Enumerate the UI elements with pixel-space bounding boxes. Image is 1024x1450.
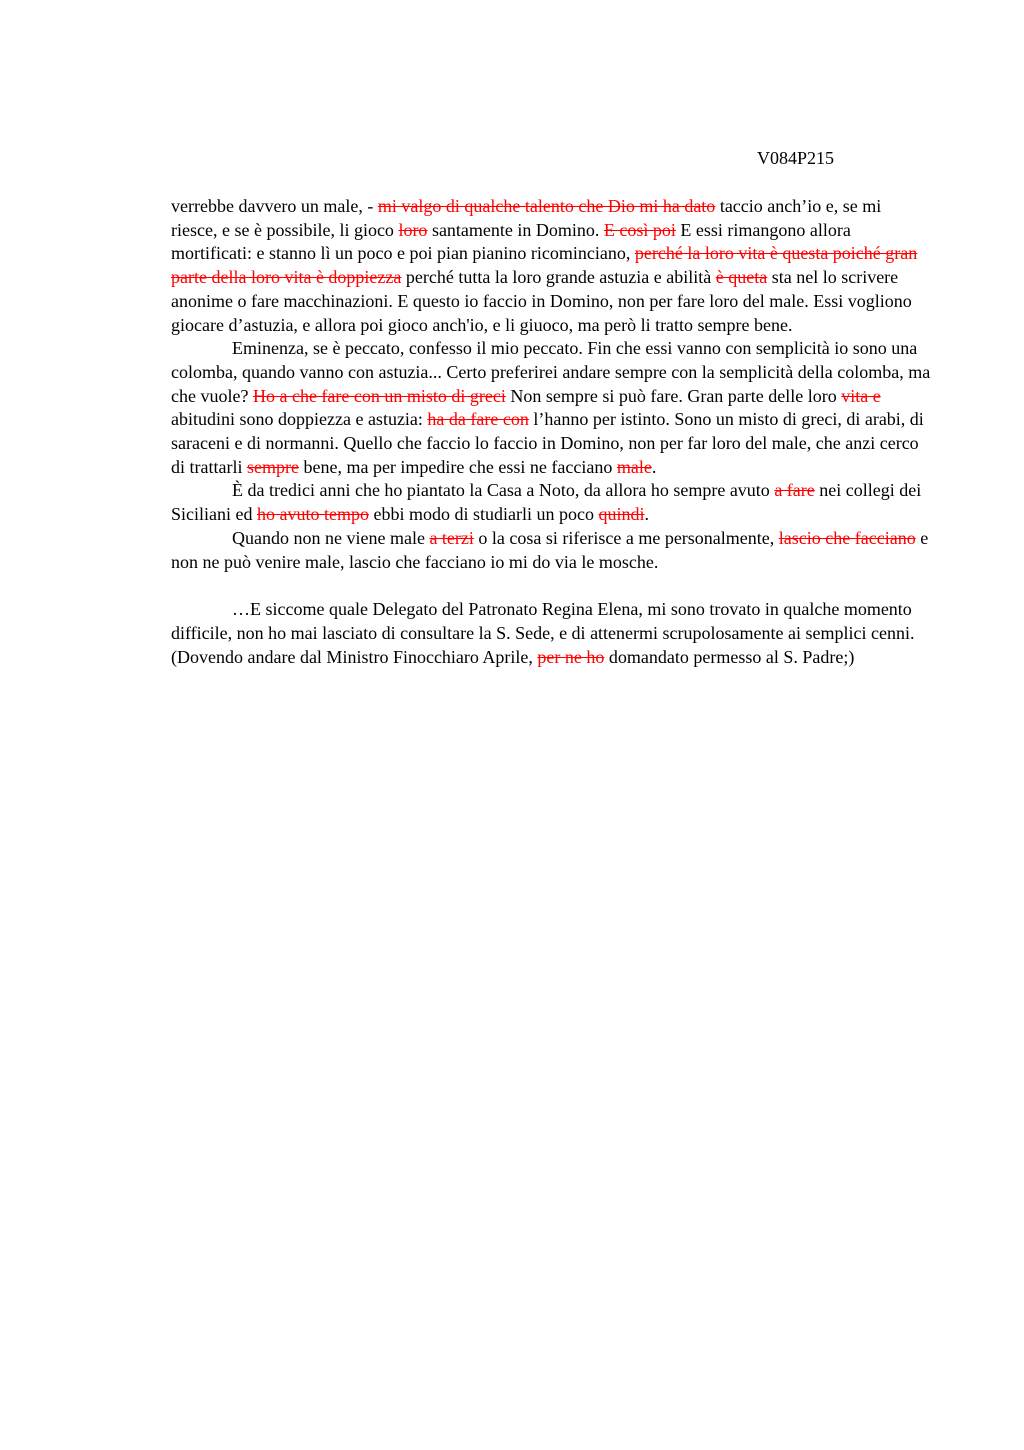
paragraph	[171, 527, 931, 574]
page-identifier: V084P215	[757, 148, 835, 168]
paragraph	[171, 598, 931, 669]
paragraph	[171, 337, 931, 479]
deleted-text: loro	[398, 219, 428, 240]
text-run: nei collegi dei Siciliani ed	[171, 480, 922, 525]
text-run: ebbi modo di studiarli un poco	[368, 504, 599, 525]
paragraph-gap	[171, 574, 931, 598]
text-run: .	[651, 456, 657, 477]
text-run: domandato permesso al S. Padre;)	[604, 646, 855, 667]
text-run: E essi rimangono allora mortificati: e stanno lì un poco e poi pian pianino ricominciano,	[171, 219, 851, 264]
text-run: l’hanno per istinto. Sono un misto di greci, di arabi, di saraceni e di normanni. Quello che faccio lo faccio in Domino, non per far loro del male, che anzi cerco di trattarli	[171, 409, 924, 477]
text-run: e non ne può venire male, lascio che facciano io mi do via le mosche.	[171, 527, 929, 572]
text-run: sta nel lo scrivere anonime o fare macchinazioni. E questo io faccio in Domino, non per fare loro del male. Essi vogliono giocare d’astuzia, e allora poi gioco anch'io, e li giuoco, ma però li tratto sempre bene.	[171, 267, 912, 335]
deleted-text: quindi	[598, 504, 645, 525]
text-run: abitudini sono doppiezza e astuzia:	[171, 409, 428, 430]
text-run: perché tutta la loro grande astuzia e abilità	[401, 267, 716, 288]
deleted-text: mi valgo di qualche talento che Dio mi ha dato	[377, 196, 716, 216]
text-run: bene, ma per impedire che essi ne facciano	[298, 456, 617, 477]
deleted-text: E così poi	[603, 219, 676, 240]
deleted-text: ho avuto tempo	[256, 504, 369, 525]
text-run: Eminenza, se è peccato, confesso il mio peccato. Fin che essi vanno con semplicità io sono una colomba, quando vanno con astuzia... Certo preferirei andare sempre con la semplicità della colomba, ma che vuole?	[171, 338, 931, 406]
deleted-text: a fare	[774, 480, 815, 501]
deleted-text: per ne ho	[537, 646, 605, 667]
deleted-text: sempre	[246, 456, 299, 477]
deleted-text: perché la loro vita è questa poiché gran parte della loro vita è doppiezza	[171, 243, 918, 288]
text-run: Non sempre si può fare. Gran parte delle loro	[505, 385, 842, 406]
text-run: È da tredici anni che ho piantato la Casa a Noto, da allora ho sempre avuto	[232, 480, 775, 501]
deleted-text: lascio che facciano	[778, 527, 916, 548]
deleted-text: male	[616, 456, 652, 477]
deleted-text: Ho a che fare con un misto di greci	[252, 385, 506, 406]
text-run: taccio anch’io e, se mi riesce, e se è possibile, li gioco	[171, 196, 882, 240]
deleted-text: è queta	[715, 267, 768, 288]
document-body	[171, 195, 931, 669]
text-run: o la cosa si riferisce a me personalmente,	[473, 527, 779, 548]
text-run: Quando non ne viene male	[232, 527, 430, 548]
text-run: .	[644, 504, 649, 525]
paragraph	[171, 479, 931, 526]
text-run: …E siccome quale Delegato del Patronato Regina Elena, mi sono trovato in qualche momento difficile, non ho mai lasciato di consultare la S. Sede, e di attenermi scrupolosamente ai semplici cenni. (Dovendo andare dal Ministro Finocchiaro Aprile,	[171, 599, 915, 667]
paragraph	[171, 195, 931, 337]
text-run: verrebbe davvero un male, -	[171, 196, 378, 216]
text-run: santamente in Domino.	[427, 219, 604, 240]
deleted-text: ha da fare con	[427, 409, 529, 430]
deleted-text: vita e	[841, 385, 881, 406]
deleted-text: a terzi	[429, 527, 474, 548]
